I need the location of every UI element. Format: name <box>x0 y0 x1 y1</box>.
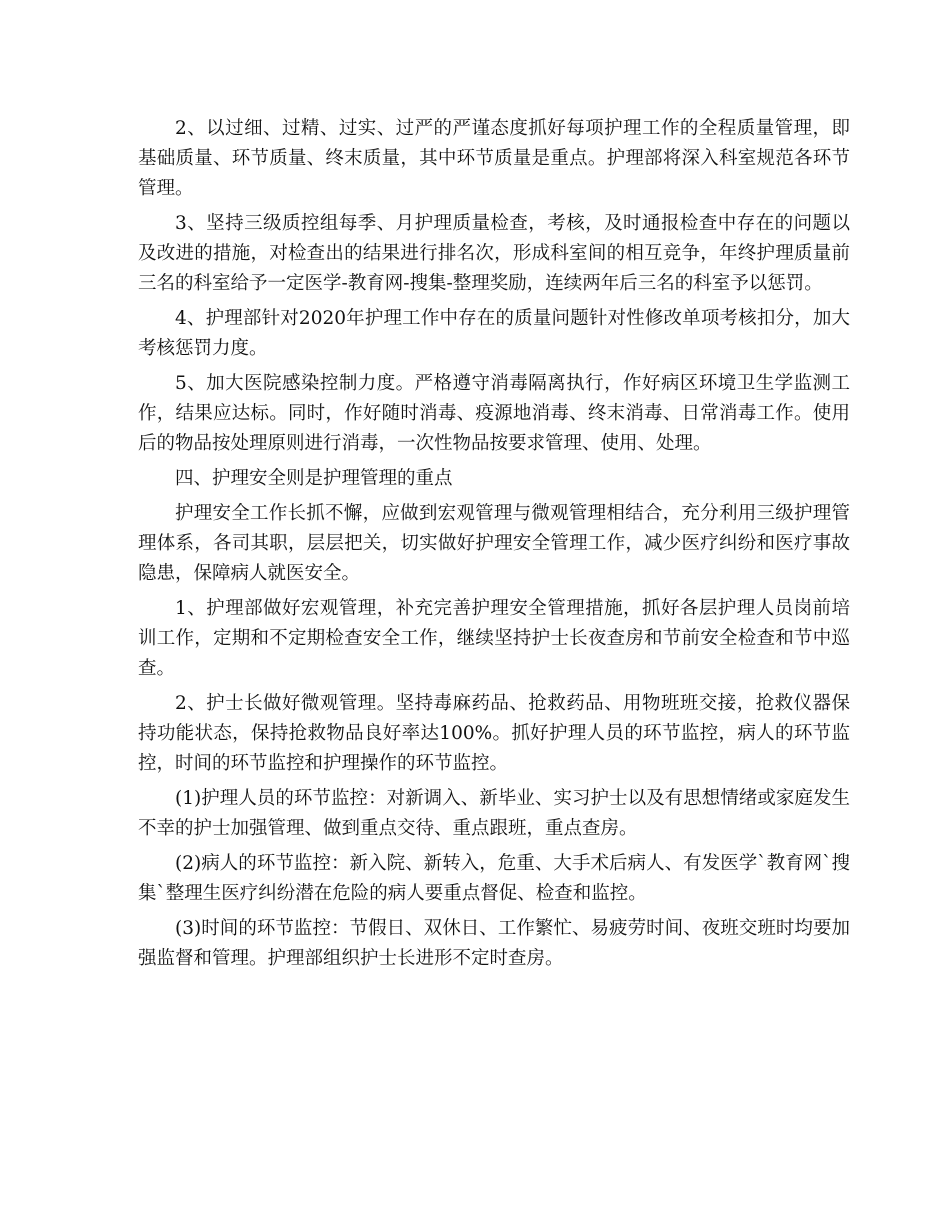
paragraph-infection-control: 5、加大医院感染控制力度。严格遵守消毒隔离执行，作好病区环境卫生学监测工作，结果应达标。同时，作好随时消毒、疫源地消毒、终末消毒、日常消毒工作。使用后的物品按处理原则进行消毒，一次性物品按要求管理、使用、处理。 <box>138 373 850 454</box>
paragraph-micro-management: 2、护士长做好微观管理。坚持毒麻药品、抢救药品、用物班班交接，抢救仪器保持功能状态，保持抢救物品良好率达100%。抓好护理人员的环节监控，病人的环节监控，时间的环节监控和护理操作的环节监控。 <box>138 693 850 774</box>
paragraph-time-monitoring: (3)时间的环节监控：节假日、双休日、工作繁忙、易疲劳时间、夜班交班时均要加强监督和管理。护理部组织护士长进形不定时查房。 <box>138 918 850 969</box>
paragraph-quality-management: 2、以过细、过精、过实、过严的严谨态度抓好每项护理工作的全程质量管理，即基础质量、环节质量、终末质量，其中环节质量是重点。护理部将深入科室规范各环节管理。 <box>138 118 850 199</box>
section-heading-nursing-safety: 四、护理安全则是护理管理的重点 <box>175 468 453 489</box>
paragraph-patient-monitoring: (2)病人的环节监控：新入院、新转入，危重、大手术后病人、有发医学`教育网`搜集`整理生医疗纠纷潜在危险的病人要重点督促、检查和监控。 <box>138 853 850 904</box>
paragraph-assessment-deduction: 4、护理部针对2020年护理工作中存在的质量问题针对性修改单项考核扣分，加大考核惩罚力度。 <box>138 308 850 359</box>
paragraph-staff-monitoring: (1)护理人员的环节监控：对新调入、新毕业、实习护士以及有思想情绪或家庭发生不幸的护士加强管理、做到重点交待、重点跟班，重点查房。 <box>138 788 850 839</box>
paragraph-three-level-qc: 3、坚持三级质控组每季、月护理质量检查，考核，及时通报检查中存在的问题以及改进的措施，对检查出的结果进行排名次，形成科室间的相互竞争，年终护理质量前三名的科室给予一定医学-教育网-搜集-整理奖励，连续两年后三名的科室予以惩罚。 <box>138 213 850 294</box>
paragraph-safety-overview: 护理安全工作长抓不懈，应做到宏观管理与微观管理相结合，充分利用三级护理管理体系，各司其职，层层把关，切实做好护理安全管理工作，减少医疗纠纷和医疗事故隐患，保障病人就医安全。 <box>138 503 850 584</box>
paragraph-macro-management: 1、护理部做好宏观管理，补充完善护理安全管理措施，抓好各层护理人员岗前培训工作，定期和不定期检查安全工作，继续坚持护士长夜查房和节前安全检查和节中巡查。 <box>138 598 850 679</box>
